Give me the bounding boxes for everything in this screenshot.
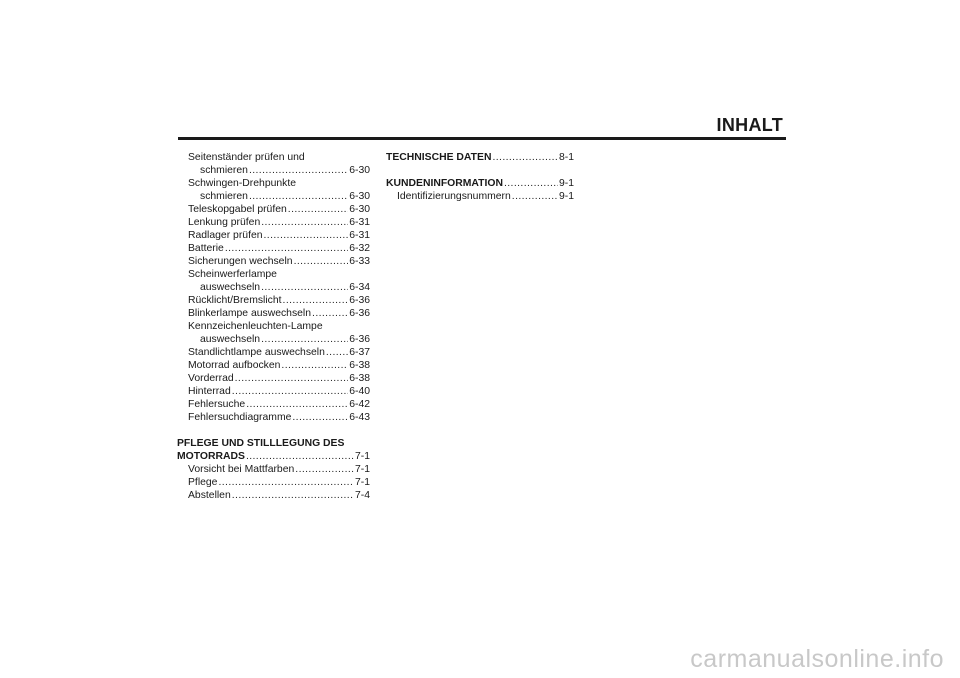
- toc-entry-label: Batterie: [188, 243, 224, 254]
- toc-entry: [177, 242, 370, 255]
- toc-section-heading: [177, 450, 370, 463]
- toc-page-number: 7-1: [354, 464, 370, 475]
- toc-entry-label: MOTORRADS: [177, 451, 245, 462]
- toc-entry-label: Fehlersuchdiagramme: [188, 412, 292, 423]
- toc-dot-leader: [288, 203, 348, 216]
- toc-dot-leader: [281, 359, 348, 372]
- toc-page-number: 9-1: [558, 178, 574, 189]
- toc-entry: [177, 164, 370, 177]
- toc-page-number: 6-34: [349, 282, 370, 293]
- toc-page-number: 7-1: [354, 451, 370, 462]
- toc-entry-label: schmieren: [200, 191, 248, 202]
- toc-entry-label: Abstellen: [188, 490, 231, 501]
- toc-entry-label: auswechseln: [200, 282, 261, 293]
- toc-page-number: 6-42: [349, 399, 370, 410]
- toc-dot-leader: [232, 489, 354, 502]
- toc-entry: [177, 411, 370, 424]
- toc-dot-leader: [283, 294, 349, 307]
- toc-dot-leader: [249, 164, 348, 177]
- toc-entry-label: Schwingen-Drehpunkte: [188, 178, 297, 189]
- toc-entry: [177, 476, 370, 489]
- toc-entry-label: Rücklicht/Bremslicht: [188, 295, 282, 306]
- toc-dot-leader: [512, 190, 558, 203]
- toc-entry: [177, 268, 370, 281]
- toc-dot-leader: [232, 385, 348, 398]
- toc-dot-leader: [264, 229, 349, 242]
- toc-dot-leader: [295, 463, 354, 476]
- toc-entry-label: auswechseln: [200, 334, 261, 345]
- toc-dot-leader: [235, 372, 349, 385]
- toc-page-number: 6-31: [349, 230, 370, 241]
- toc-gap: [386, 164, 574, 177]
- toc-dot-leader: [292, 411, 348, 424]
- toc-entry-label: Fehlersuche: [188, 399, 246, 410]
- toc-entry: [177, 294, 370, 307]
- watermark: carmanualsonline.info: [690, 645, 944, 673]
- toc-dot-leader: [312, 307, 348, 320]
- toc-entry-label: Blinkerlampe auswechseln: [188, 308, 312, 319]
- toc-page-number: 6-32: [349, 243, 370, 254]
- toc-page-number: 7-4: [354, 490, 370, 501]
- toc-section-heading: [386, 177, 574, 190]
- toc-entry: [177, 177, 370, 190]
- toc-entry: [177, 463, 370, 476]
- toc-dot-leader: [326, 346, 348, 359]
- toc-page-number: 6-38: [349, 360, 370, 371]
- toc-page-number: 6-36: [349, 308, 370, 319]
- toc-dot-leader: [246, 450, 354, 463]
- toc-dot-leader: [504, 177, 558, 190]
- toc-page-number: 6-36: [349, 295, 370, 306]
- toc-entry: [177, 229, 370, 242]
- toc-page-number: 6-30: [349, 165, 370, 176]
- toc-entry: [177, 190, 370, 203]
- toc-page-number: 8-1: [558, 152, 574, 163]
- page-title: INHALT: [716, 115, 783, 135]
- toc-entry: [177, 333, 370, 346]
- toc-entry-label: schmieren: [200, 165, 248, 176]
- toc-entry-label: Vorderrad: [188, 373, 234, 384]
- toc-section-heading: [386, 151, 574, 164]
- toc-entry-label: Teleskopgabel prüfen: [188, 204, 287, 215]
- toc-left-column: [177, 151, 370, 502]
- toc-entry: [177, 307, 370, 320]
- toc-entry: [177, 151, 370, 164]
- toc-page-number: 6-37: [349, 347, 370, 358]
- toc-entry: [177, 203, 370, 216]
- toc-dot-leader: [246, 398, 348, 411]
- toc-entry-label: Kennzeichenleuchten-Lampe: [188, 321, 323, 332]
- toc-entry: [177, 346, 370, 359]
- toc-dot-leader: [261, 281, 348, 294]
- toc-page-number: 6-30: [349, 204, 370, 215]
- toc-entry-label: KUNDENINFORMATION: [386, 178, 503, 189]
- toc-entry: [177, 398, 370, 411]
- toc-entry: [177, 359, 370, 372]
- toc-entry: [177, 372, 370, 385]
- toc-page-number: 6-40: [349, 386, 370, 397]
- toc-page-number: 6-31: [349, 217, 370, 228]
- toc-entry: [386, 190, 574, 203]
- toc-entry: [177, 255, 370, 268]
- toc-dot-leader: [492, 151, 558, 164]
- toc-dot-leader: [261, 333, 348, 346]
- toc-entry: [177, 281, 370, 294]
- toc-page-number: 6-43: [349, 412, 370, 423]
- toc-entry-label: Vorsicht bei Mattfarben: [188, 464, 295, 475]
- toc-dot-leader: [294, 255, 349, 268]
- toc-page-number: 6-30: [349, 191, 370, 202]
- toc-page-number: 7-1: [354, 477, 370, 488]
- toc-entry-label: Motorrad aufbocken: [188, 360, 281, 371]
- toc-entry: [177, 216, 370, 229]
- toc-entry: [177, 489, 370, 502]
- toc-entry-label: TECHNISCHE DATEN: [386, 152, 492, 163]
- toc-entry-label: Scheinwerferlampe: [188, 269, 277, 280]
- toc-entry-label: Lenkung prüfen: [188, 217, 261, 228]
- toc-page-number: 9-1: [558, 191, 574, 202]
- toc-page-number: 6-38: [349, 373, 370, 384]
- toc-dot-leader: [249, 190, 348, 203]
- toc-gap: [177, 424, 370, 437]
- toc-entry-label: PFLEGE UND STILLLEGUNG DES: [177, 438, 345, 449]
- toc-entry-label: Radlager prüfen: [188, 230, 263, 241]
- toc-entry-label: Pflege: [188, 477, 218, 488]
- toc-page-number: 6-33: [349, 256, 370, 267]
- toc-section-heading: [177, 437, 370, 450]
- header-rule: [178, 137, 786, 140]
- toc-right-column: [386, 151, 574, 203]
- toc-dot-leader: [261, 216, 348, 229]
- toc-entry: [177, 320, 370, 333]
- toc-entry-label: Hinterrad: [188, 386, 231, 397]
- toc-page-number: 6-36: [349, 334, 370, 345]
- toc-dot-leader: [225, 242, 348, 255]
- toc-entry-label: Sicherungen wechseln: [188, 256, 293, 267]
- toc-entry-label: Seitenständer prüfen und: [188, 152, 305, 163]
- toc-entry: [177, 385, 370, 398]
- toc-entry-label: Identifizierungsnummern: [397, 191, 511, 202]
- toc-dot-leader: [218, 476, 354, 489]
- toc-entry-label: Standlichtlampe auswechseln: [188, 347, 325, 358]
